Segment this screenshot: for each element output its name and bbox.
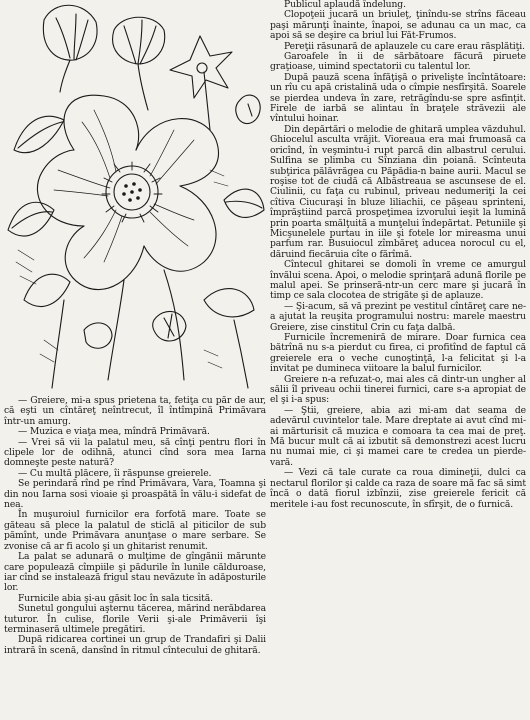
left-column-text (4, 396, 266, 656)
paragraph: După ridicarea cortinei un grup de Trandafiri şi Dalii intrară în scenă, dansînd în ritmul cîntecului de ghitară. (4, 634, 266, 656)
flower-illustration (4, 0, 266, 390)
paragraph: — Muzica e viaţa mea, mîndră Primăvară. (18, 426, 210, 438)
paragraph: — Greiere, mi-a spus prietena ta, fetiţa cu păr de aur, că eşti un cîntăreţ neîntrecut, îl întîmpină Primăvara într-un amurg. (4, 395, 266, 427)
paragraph: Din depărtări o melodie de ghitară umplea văzduhul. Ghiocelul asculta vrăjit. Vioreaua era mai frumoasă ca oricînd, în veşmintu-i rupt parcă din albastrul cerului. Sulfina se plimba cu Sînziana din poiană. Scînteuta subţirica pălăvrăgea cu Păpădia-n baine aurii. Macul se roşise tot de ciudă că Albăstreaua se ascunsese de el. Ciulinii, cu faţa cu rubinul, priveau nedumeriţi la cei cîtiva Ciucuraşi în bluze liliachii, ce păşeau sprinteni, împrăştiind parcă prospeţimea izvorului ieşit la lumină prin poarta smălţuită a munţelui îndepărtat. Petuniile şi Micşunelele purtau in iile şi fotele lor mireasma unui parfum rar. Busuiocul zîmbăreţ aducea norocul cu el, dăruind fiecăruia cîte o fărîmă. (270, 123, 526, 260)
paragraph: — Vezi că tale curate ca roua dimineţii, dulci ca nectarul florilor şi calde ca raza de soare mă fac să simt încă o dată fiorul izbînzii, zise greierele fericit că meritele i-au fost recunoscute, în sfîrşit, de o furnică. (270, 467, 526, 510)
paragraph: Se perindară rînd pe rînd Primăvara, Vara, Toamna şi din nou Iarna sosi vioaie şi proaspătă în vălu-i sidefat de nea. (4, 478, 266, 511)
right-column-text (270, 0, 526, 510)
paragraph: Publicul aplaudă îndelung. (284, 0, 406, 10)
paragraph: După pauză scena înfăţişă o privelişte încîntătoare: un rîu cu apă cristalină uda o cîmpie nesfîrşită. Soarele se pierdea undeva în zare, retrăgîndu-se spre asfinţit. Firele de iarbă se alintau în braţele străvezii ale vîntului hoinar. (270, 71, 526, 125)
paragraph: — Vrei să vii la palatul meu, să cînţi pentru flori în clipele lor de odihnă, atunci cînd sora mea Iarna domneşte peste natură? (4, 436, 266, 469)
paragraph: Clopoţeii jucară un briuleţ, ţinîndu-se strîns făceau paşi mărunţi înainte, înapoi, se adunau ca un mac, ca apoi să se deşire ca briul lui Făt-Frumos. (270, 9, 526, 42)
paragraph: La palat se adunară o mulţime de gîngănii mărunte care populează cîmpiile şi pădurile în lunile călduroase, iar cînd se instalează frigul stau nevăzute în adăposturile lor. (4, 551, 266, 594)
paragraph: Furnicile încremeniră de mirare. Doar furnica cea bătrînă nu s-a pierdut cu firea, ci profitînd de faptul că greierele era o veche cunoştinţă, l-a felicitat şi l-a invitat pe dumineca viitoare la balul furnicilor. (270, 332, 526, 375)
paragraph: Pereţii răsunară de aplauzele cu care erau răsplătiţi. (284, 40, 525, 52)
paragraph: — Ştii, greiere, abia azi mi-am dat seama de adevărul cuvintelor tale. Mare dreptate ai avut cînd mi-ai mărturisit că muzica e comoara ta cea mai de preţ. Mă bucur mult că ai izbutit să demonstrezi acest lucru nu numai mie, ci şi mamei care te credea un pierde-vară. (270, 404, 526, 468)
paragraph: Sunetul gongului aşternu tăcerea, mărind nerăbdarea tuturor. În culise, florile Verii şi-ale Primăverii îşi terminaseră ultimele pregătiri. (4, 603, 266, 635)
paragraph: În muşuroiul furnicilor era forfotă mare. Toate se găteau să plece la palatul de sticlă al piticilor de sub pămînt, unde Primăvara anunţase o mare serbare. Se zvonise că ar fi acolo şi un ghitarist renumit. (4, 509, 266, 552)
paragraph: Furnicile abia şi-au găsit loc în sala ticsită. (18, 592, 213, 604)
paragraph: Garoafele în ii de sărbătoare făcură piruete graţioase, uimind spectatorii cu talentul lor. (270, 51, 526, 73)
paragraph: — Cu multă plăcere, îi răspunse greierele. (18, 467, 212, 479)
paragraph: Greiere n-a refuzat-o, mai ales că dintr-un ungher al sălii îl priveau ochii tinerei furnici, care s-a apropiat de el şi i-a spus: (270, 373, 526, 406)
paragraph: — Şi-acum, să vă prezint pe vestitul cîntăreţ care ne-a ajutat la reuşita programului nostru: marele maestru Greiere, zise cinstitul Crin cu faţa dalbă. (270, 300, 526, 333)
paragraph: Cîntecul ghitarei se domoli în vreme ce amurgul învălui scena. Apoi, o melodie sprinţară adună florile pe malul apei. Se prinseră-ntr-un cerc mare şi jucară în timp ce sala clocotea de strigăte şi de aplauze. (270, 259, 526, 302)
